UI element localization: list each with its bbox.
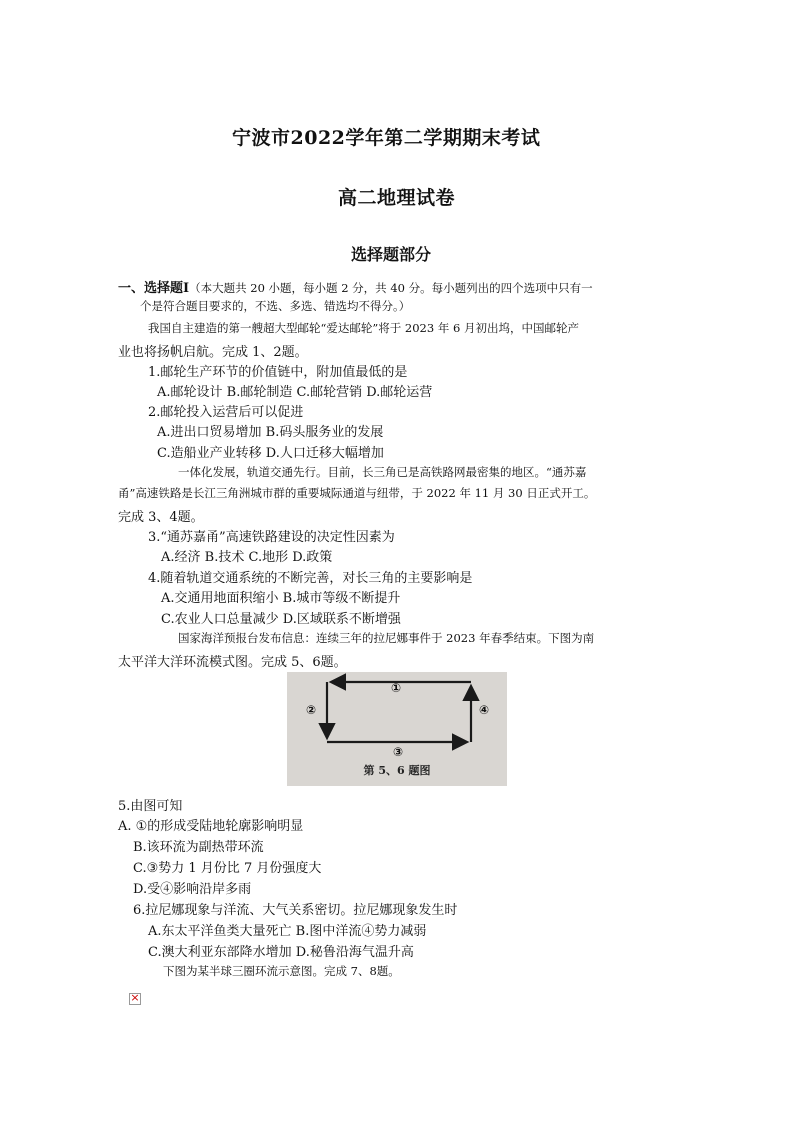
q6-options-2: C.澳大利亚东部降水增加 D.秘鲁沿海气温升高 [148, 945, 414, 960]
section-heading: 选择题部分 [351, 245, 432, 264]
passage2-line1: 一体化发展，轨道交通先行。目前，长三角已是高铁路网最密集的地区。“通苏嘉 [178, 465, 587, 479]
current-label-4: ④ [479, 703, 490, 717]
q4-stem: 4.随着轨道交通系统的不断完善，对长三角的主要影响是 [148, 571, 473, 586]
passage3-line2: 太平洋大洋环流模式图。完成 5、6题。 [118, 655, 347, 670]
q3-stem: 3.“通苏嘉甬”高速铁路建设的决定性因素为 [148, 530, 395, 545]
q5-option-d: D.受④影响沿岸多雨 [133, 882, 252, 897]
passage4-line1: 下图为某半球三圈环流示意图。完成 7、8题。 [163, 964, 400, 978]
current-label-1: ① [391, 681, 402, 695]
q1-stem: 1.邮轮生产环节的价值链中，附加值最低的是 [148, 365, 408, 380]
q5-option-a: A. ①的形成受陆地轮廓影响明显 [118, 819, 304, 834]
q3-options: A.经济 B.技术 C.地形 D.政策 [161, 550, 333, 565]
instructions-label: 一、选择题Ⅰ [118, 281, 190, 296]
broken-image-icon: × [130, 991, 140, 1004]
q4-options-2: C.农业人口总量减少 D.区域联系不断增强 [161, 612, 401, 627]
instructions-line2: 个是符合题目要求的，不选、多选、错选均不得分。） [140, 299, 411, 313]
passage2-line2: 甬”高速铁路是长江三角洲城市群的重要城际通道与纽带，于 2022 年 11 月 30 日正式开工。 [118, 486, 596, 500]
passage1-line2: 业也将扬帆启航。完成 1、2题。 [118, 345, 308, 360]
instructions-text-1: （本大题共 20 小题，每小题 2 分，共 40 分。每小题列出的四个选项中只有一 [189, 281, 593, 295]
q2-options-2: C.造船业产业转移 D.人口迁移大幅增加 [157, 446, 384, 461]
broken-image-placeholder [129, 993, 141, 1005]
passage3-line1: 国家海洋预报台发布信息：连续三年的拉尼娜事件于 2023 年春季结束。下图为南 [178, 631, 595, 645]
q6-options-1: A.东太平洋鱼类大量死亡 B.图中洋流④势力减弱 [148, 924, 427, 939]
q5-option-c: C.③势力 1 月份比 7 月份强度大 [133, 861, 322, 876]
q2-options-1: A.进出口贸易增加 B.码头服务业的发展 [157, 425, 384, 440]
instructions-line1 [118, 277, 593, 296]
page-subtitle: 高二地理试卷 [338, 187, 456, 209]
page-title: 宁波市2022学年第二学期期末考试 [232, 127, 541, 149]
q6-stem: 6.拉尼娜现象与洋流、大气关系密切。拉尼娜现象发生时 [133, 903, 458, 918]
figure-caption: 第 5、6 题图 [363, 764, 431, 777]
ocean-current-diagram [287, 672, 507, 786]
passage1-line1: 我国自主建造的第一艘超大型邮轮“爱达邮轮”将于 2023 年 6 月初出坞，中国邮轮产 [148, 321, 579, 335]
current-label-2: ② [306, 703, 317, 717]
current-label-3: ③ [393, 745, 404, 759]
q4-options-1: A.交通用地面积缩小 B.城市等级不断提升 [161, 591, 401, 606]
q1-options: A.邮轮设计 B.邮轮制造 C.邮轮营销 D.邮轮运营 [157, 385, 433, 400]
q5-option-b: B.该环流为副热带环流 [133, 840, 264, 855]
q5-stem: 5.由图可知 [118, 799, 183, 814]
q2-stem: 2.邮轮投入运营后可以促进 [148, 405, 304, 420]
passage2-line3: 完成 3、4题。 [118, 510, 204, 525]
